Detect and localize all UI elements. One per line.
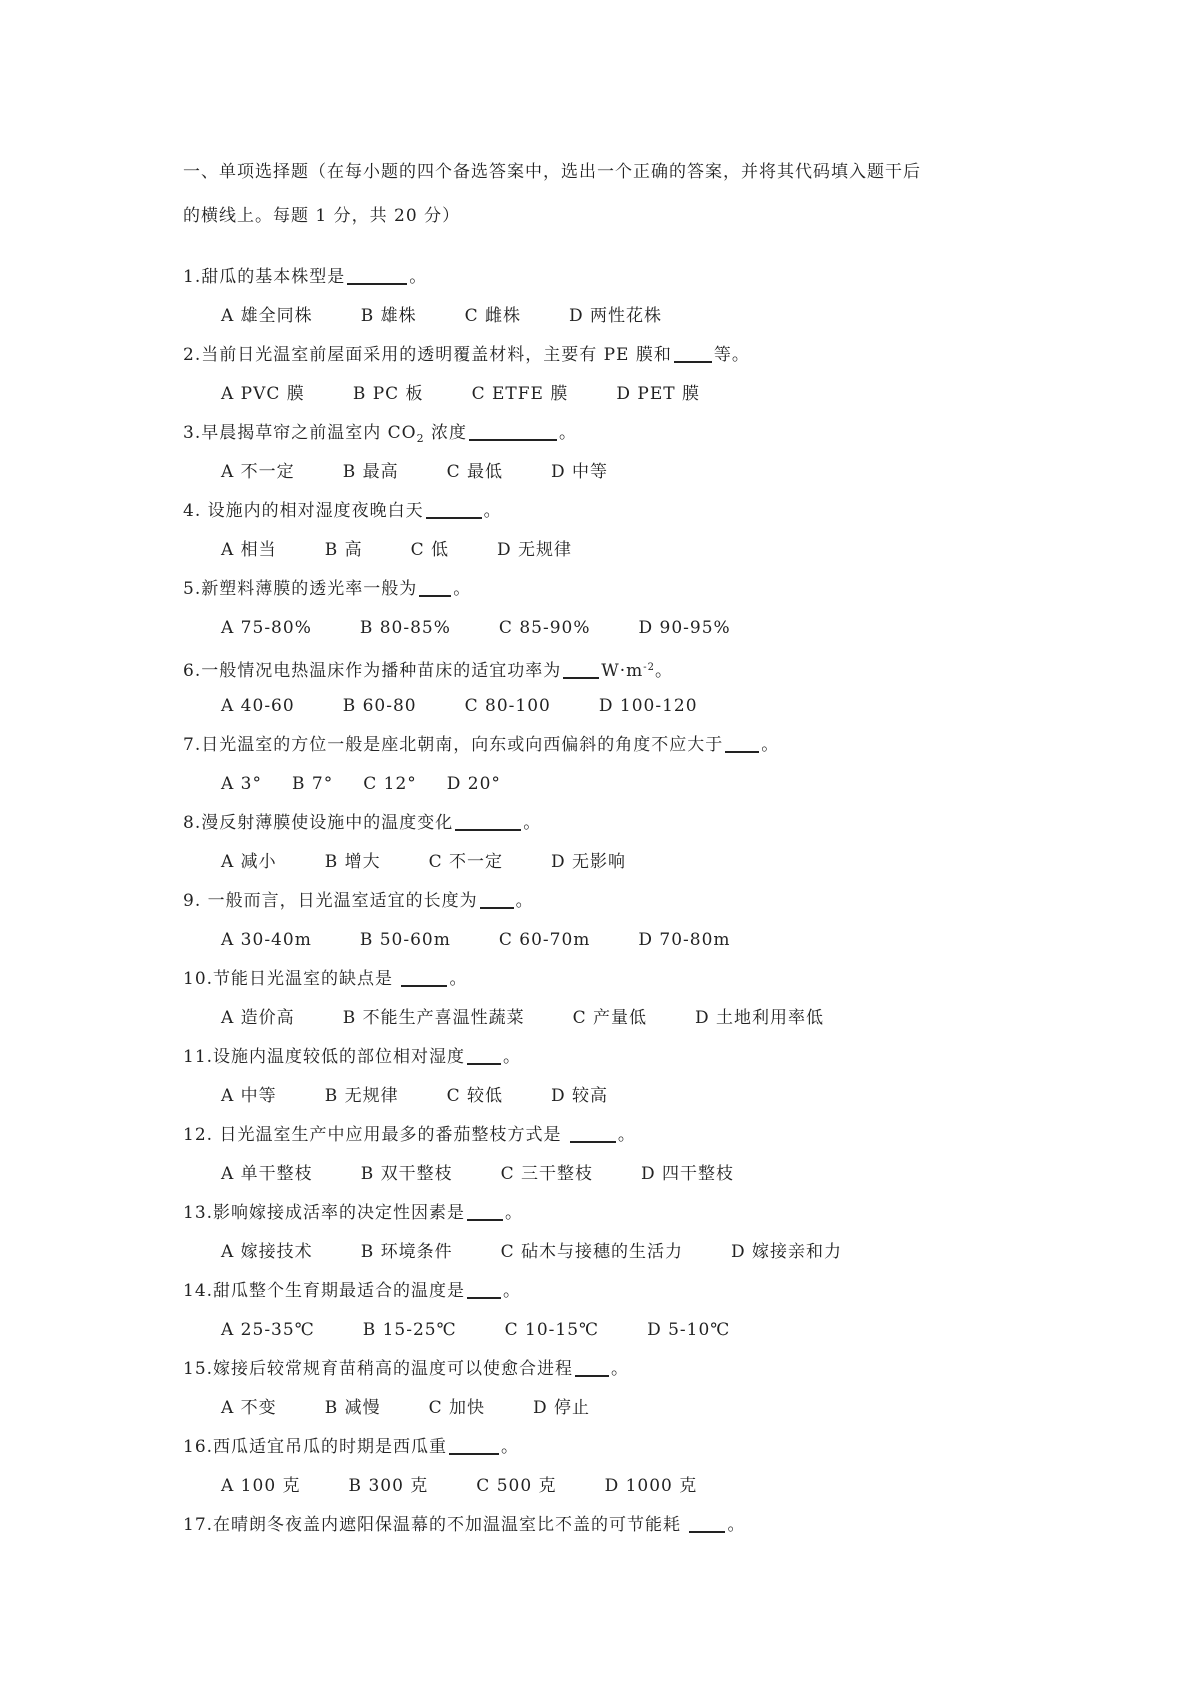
- question-text: 13.影响嫁接成活率的决定性因素是: [183, 1203, 466, 1223]
- option: A PVC 膜: [221, 384, 305, 404]
- option: D 20°: [446, 774, 501, 794]
- question-text: 3.早晨揭草帘之前温室内 CO: [183, 423, 417, 443]
- question-suffix: 。: [761, 735, 780, 755]
- option-row: [183, 1311, 1023, 1350]
- question-text: 14.甜瓜整个生育期最适合的温度是: [183, 1281, 466, 1301]
- question-suffix: 。: [523, 813, 542, 833]
- option: A 造价高: [221, 1008, 295, 1028]
- option: C 10-15℃: [504, 1320, 600, 1340]
- question-suffix: 。: [503, 1281, 522, 1301]
- answer-blank: [689, 1513, 725, 1533]
- option: D 90-95%: [638, 618, 731, 638]
- question-text: 10.节能日光温室的缺点是: [183, 969, 400, 989]
- header-line-1: 一、单项选择题（在每小题的四个备选答案中，选出一个正确的答案，并将其代码填入题干后: [183, 162, 921, 182]
- question-suffix: 。: [654, 661, 673, 681]
- option: D 两性花株: [569, 306, 663, 326]
- question-suffix: 。: [611, 1359, 630, 1379]
- question-suffix: 。: [453, 579, 472, 599]
- question-stem: [183, 882, 1023, 921]
- option: C 加快: [428, 1398, 486, 1418]
- option: C ETFE 膜: [471, 384, 569, 404]
- question-list: [183, 258, 1023, 1545]
- question-suffix: 。: [515, 891, 534, 911]
- option: A 30-40m: [221, 930, 312, 950]
- superscript: -2: [643, 662, 655, 673]
- question-text: 5.新塑料薄膜的透光率一般为: [183, 579, 418, 599]
- question-suffix: 。: [409, 267, 428, 287]
- question-stem: [183, 258, 1023, 297]
- option-row: [183, 531, 1023, 570]
- option: D 较高: [551, 1086, 609, 1106]
- option: C 60-70m: [498, 930, 591, 950]
- option: D 100-120: [598, 696, 698, 716]
- option: B 高: [324, 540, 363, 560]
- question-suffix: 。: [501, 1437, 520, 1457]
- question-stem: [183, 570, 1023, 609]
- answer-blank: [480, 889, 514, 909]
- option: C 雌株: [464, 306, 522, 326]
- answer-blank: [467, 1201, 503, 1221]
- question-text: 16.西瓜适宜吊瓜的时期是西瓜重: [183, 1437, 448, 1457]
- question-stem: [183, 1038, 1023, 1077]
- question-text: 6.一般情况电热温床作为播种苗床的适宜功率为: [183, 661, 562, 681]
- question-stem: [183, 648, 1023, 687]
- option: A 40-60: [221, 696, 295, 716]
- answer-blank: [426, 499, 482, 519]
- option: B 减慢: [324, 1398, 381, 1418]
- section-header: [183, 150, 1023, 238]
- option: B 增大: [324, 852, 381, 872]
- question-text: 1.甜瓜的基本株型是: [183, 267, 346, 287]
- option: A 雄全同株: [221, 306, 313, 326]
- option: B 无规律: [324, 1086, 399, 1106]
- option-row: [183, 375, 1023, 414]
- option: B 50-60m: [359, 930, 451, 950]
- option: D 无规律: [497, 540, 573, 560]
- option: B 15-25℃: [362, 1320, 457, 1340]
- question-stem: [183, 1428, 1023, 1467]
- option: D 嫁接亲和力: [731, 1242, 843, 1262]
- question-stem: [183, 804, 1023, 843]
- option-row: [183, 687, 1023, 726]
- answer-blank: [449, 1435, 499, 1455]
- question-text: 8.漫反射薄膜使设施中的温度变化: [183, 813, 454, 833]
- option: B 双干整枝: [360, 1164, 453, 1184]
- option: C 不一定: [428, 852, 504, 872]
- option: B 不能生产喜温性蔬菜: [342, 1008, 525, 1028]
- option: D 土地利用率低: [695, 1008, 825, 1028]
- answer-blank: [469, 421, 557, 441]
- option: C 12°: [363, 774, 417, 794]
- question-stem: [183, 1506, 1023, 1545]
- option: C 低: [410, 540, 450, 560]
- question-text: 浓度: [424, 423, 467, 443]
- question-text: 15.嫁接后较常规育苗稍高的温度可以使愈合进程: [183, 1359, 574, 1379]
- option: D PET 膜: [616, 384, 700, 404]
- question-stem: [183, 492, 1023, 531]
- question-stem: [183, 1116, 1023, 1155]
- option: A 单干整枝: [221, 1164, 313, 1184]
- option: B PC 板: [352, 384, 424, 404]
- option: C 三干整枝: [500, 1164, 594, 1184]
- option: A 中等: [221, 1086, 277, 1106]
- option: A 不变: [221, 1398, 277, 1418]
- option-row: [183, 609, 1023, 648]
- question-suffix: W·m: [601, 661, 644, 681]
- question-stem: [183, 414, 1023, 453]
- answer-blank: [725, 733, 759, 753]
- answer-blank: [401, 967, 447, 987]
- question-text: 2.当前日光温室前屋面采用的透明覆盖材料，主要有 PE 膜和: [183, 345, 672, 365]
- question-text: 4. 设施内的相对湿度夜晚白天: [183, 501, 424, 521]
- question-suffix: 。: [727, 1515, 746, 1535]
- question-suffix: 。: [503, 1047, 522, 1067]
- option: D 70-80m: [638, 930, 731, 950]
- option-row: [183, 843, 1023, 882]
- option: C 最低: [446, 462, 504, 482]
- option-row: [183, 1155, 1023, 1194]
- question-stem: [183, 1272, 1023, 1311]
- question-suffix: 。: [449, 969, 468, 989]
- option: D 四干整枝: [641, 1164, 735, 1184]
- question-suffix: 。: [505, 1203, 524, 1223]
- option-row: [183, 1389, 1023, 1428]
- answer-blank: [455, 811, 521, 831]
- option: C 80-100: [464, 696, 551, 716]
- option: C 产量低: [572, 1008, 648, 1028]
- option: D 5-10℃: [647, 1320, 731, 1340]
- option: C 较低: [446, 1086, 504, 1106]
- question-text: 9. 一般而言，日光温室适宜的长度为: [183, 891, 478, 911]
- option: A 75-80%: [221, 618, 312, 638]
- question-text: 11.设施内温度较低的部位相对湿度: [183, 1047, 466, 1067]
- question-suffix: 。: [558, 423, 577, 443]
- answer-blank: [563, 659, 599, 679]
- question-suffix: 。: [483, 501, 502, 521]
- answer-blank: [570, 1123, 616, 1143]
- answer-blank: [467, 1279, 501, 1299]
- option-row: [183, 453, 1023, 492]
- option-row: [183, 297, 1023, 336]
- option-row: [183, 1077, 1023, 1116]
- option: B 最高: [342, 462, 399, 482]
- question-suffix: 。: [617, 1125, 636, 1145]
- option: B 80-85%: [359, 618, 451, 638]
- option-row: [183, 765, 1023, 804]
- answer-blank: [347, 265, 407, 285]
- option: B 300 克: [348, 1476, 429, 1496]
- question-text: 7.日光温室的方位一般是座北朝南，向东或向西偏斜的角度不应大于: [183, 735, 724, 755]
- option: B 环境条件: [360, 1242, 453, 1262]
- question-stem: [183, 726, 1023, 765]
- option: A 减小: [221, 852, 277, 872]
- question-suffix: 等。: [713, 345, 750, 365]
- option-row: [183, 921, 1023, 960]
- option: A 不一定: [221, 462, 295, 482]
- question-stem: [183, 336, 1023, 375]
- answer-blank: [419, 577, 451, 597]
- option: B 雄株: [360, 306, 417, 326]
- option: B 60-80: [342, 696, 417, 716]
- option-row: [183, 1233, 1023, 1272]
- option: A 3°: [221, 774, 262, 794]
- question-stem: [183, 1194, 1023, 1233]
- option-row: [183, 1467, 1023, 1506]
- option: D 停止: [533, 1398, 591, 1418]
- option: C 砧木与接穗的生活力: [500, 1242, 684, 1262]
- subscript: 2: [416, 432, 425, 445]
- answer-blank: [575, 1357, 609, 1377]
- option: A 100 克: [221, 1476, 301, 1496]
- option: C 500 克: [476, 1476, 557, 1496]
- option: A 25-35℃: [221, 1320, 315, 1340]
- option: D 无影响: [551, 852, 627, 872]
- answer-blank: [467, 1045, 501, 1065]
- option: D 1000 克: [604, 1476, 698, 1496]
- question-stem: [183, 960, 1023, 999]
- option: A 相当: [221, 540, 277, 560]
- option: B 7°: [292, 774, 334, 794]
- option: A 嫁接技术: [221, 1242, 313, 1262]
- option-row: [183, 999, 1023, 1038]
- header-line-2: 的横线上。每题 1 分，共 20 分）: [183, 206, 461, 226]
- answer-blank: [674, 343, 712, 363]
- question-text: 12. 日光温室生产中应用最多的番茄整枝方式是: [183, 1125, 568, 1145]
- question-stem: [183, 1350, 1023, 1389]
- question-text: 17.在晴朗冬夜盖内遮阳保温幕的不加温温室比不盖的可节能耗: [183, 1515, 688, 1535]
- option: C 85-90%: [498, 618, 591, 638]
- option: D 中等: [551, 462, 609, 482]
